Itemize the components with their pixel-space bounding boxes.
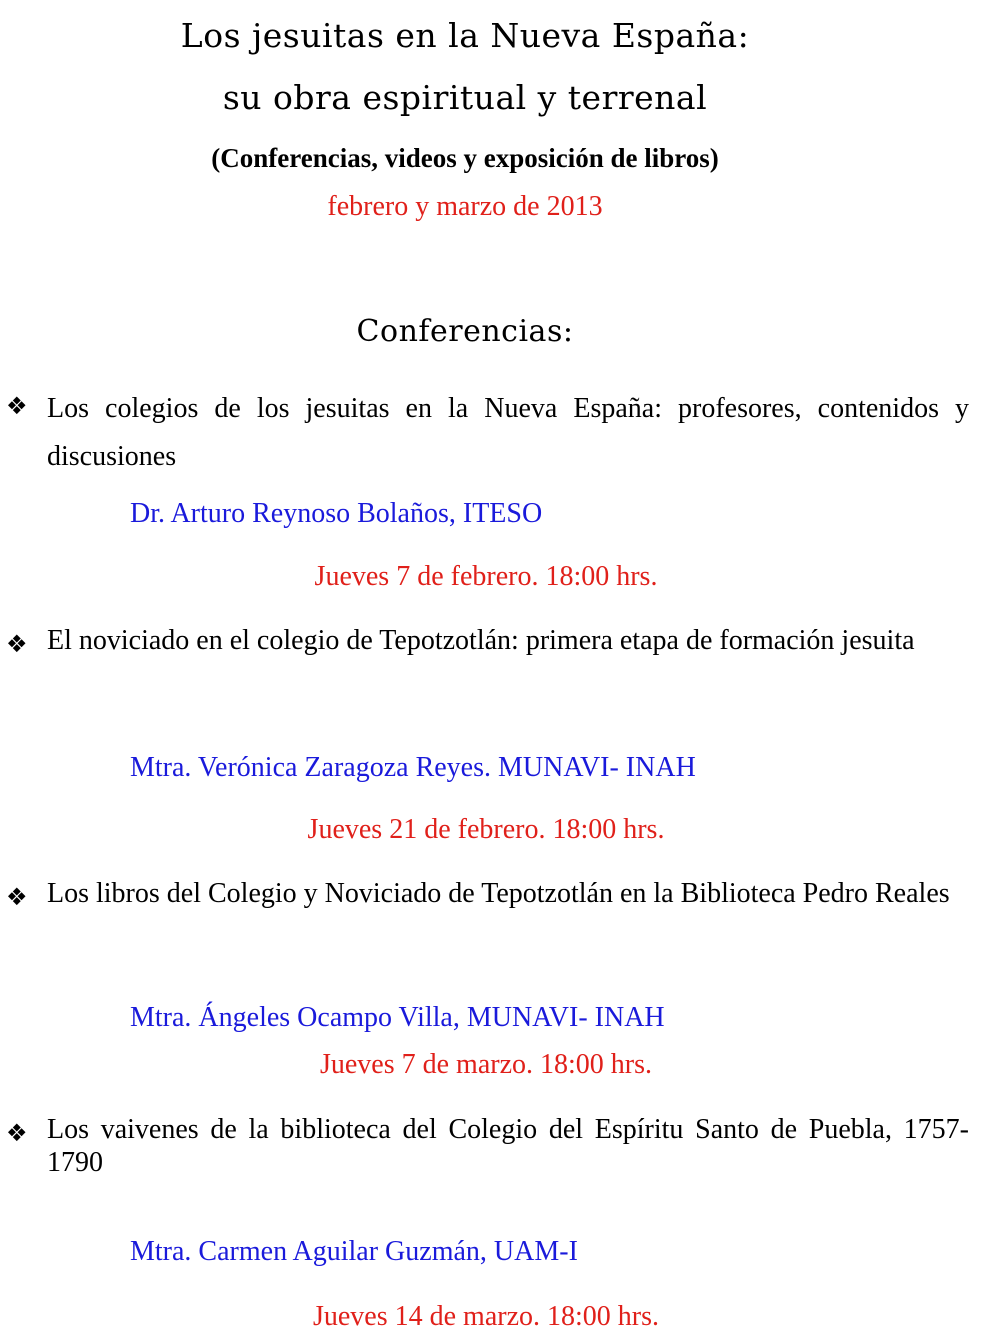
talk-speaker: Mtra. Ángeles Ocampo Villa, MUNAVI- INAH [130, 1002, 665, 1033]
section-heading: Conferencias: [356, 314, 574, 349]
talk-date: Jueves 21 de febrero. 18:00 hrs. [307, 814, 665, 845]
talk-speaker: Dr. Arturo Reynoso Bolaños, ITESO [130, 498, 543, 529]
talk-date: Jueves 14 de marzo. 18:00 hrs. [312, 1301, 660, 1332]
talk-title: Los libros del Colegio y Noviciado de Tepotzotlán en la Biblioteca Pedro Reales [47, 878, 950, 909]
talk-title: El noviciado en el colegio de Tepotzotlán: primera etapa de formación jesuita [47, 625, 915, 656]
subtitle: (Conferencias, videos y exposición de libros) [211, 143, 719, 173]
diamond-bullet-icon: ❖ [6, 1119, 28, 1147]
diamond-bullet-icon: ❖ [6, 630, 28, 658]
talk-speaker: Mtra. Verónica Zaragoza Reyes. MUNAVI- INAH [130, 752, 696, 783]
event-dates: febrero y marzo de 2013 [327, 191, 603, 222]
diamond-bullet-icon: ❖ [6, 392, 28, 420]
talk-title: Los colegios de los jesuitas en la Nueva España: profesores, contenidos y discusiones [47, 393, 969, 472]
talk-date: Jueves 7 de febrero. 18:00 hrs. [314, 561, 658, 592]
talk-title: Los vaivenes de la biblioteca del Colegio del Espíritu Santo de Puebla, 1757- 1790 [47, 1114, 969, 1178]
talk-speaker: Mtra. Carmen Aguilar Guzmán, UAM-I [130, 1236, 578, 1267]
talk-date: Jueves 7 de marzo. 18:00 hrs. [319, 1049, 653, 1080]
title-line-2: su obra espiritual y terrenal [222, 78, 708, 117]
title-line-1: Los jesuitas en la Nueva España: [180, 16, 750, 55]
diamond-bullet-icon: ❖ [6, 883, 28, 911]
